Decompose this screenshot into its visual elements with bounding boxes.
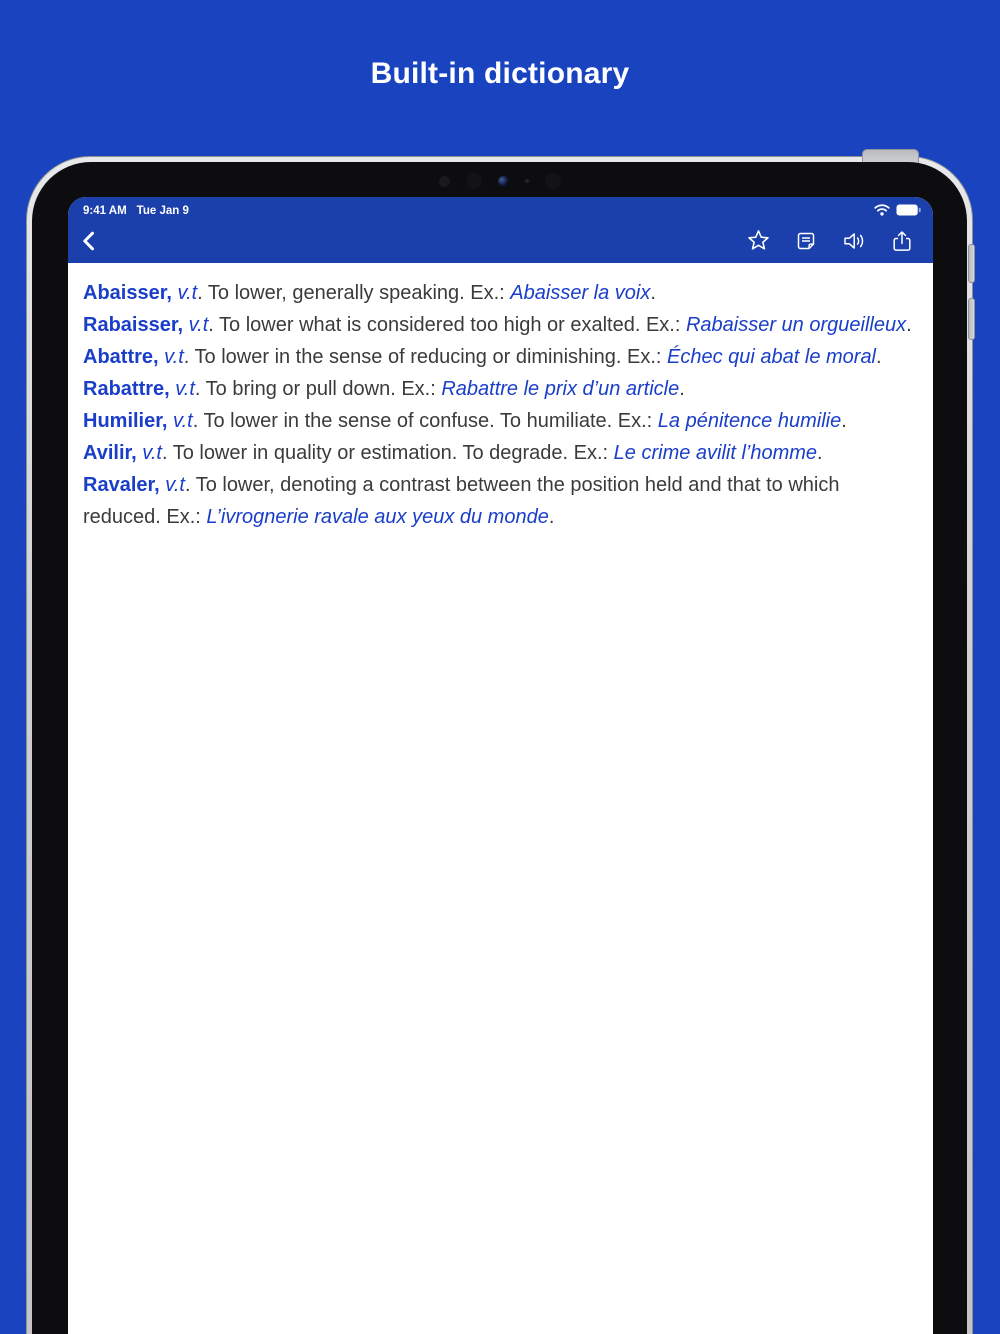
entry-headword: Rabattre, [83,378,170,400]
entry-definition: . To lower in quality or estimation. To degrade. Ex.: [161,442,614,464]
dictionary-entry [83,405,918,437]
entry-example: L’ivrognerie ravale aux yeux du monde [206,506,549,528]
pronounce-button[interactable] [841,229,867,255]
star-icon [746,228,771,256]
entry-headword: Ravaler, [83,474,160,496]
status-time-date [83,205,189,217]
entry-definition: . To lower what is considered too high or exalted. Ex.: [208,314,686,336]
dictionary-entry [83,309,918,341]
chevron-left-icon [78,230,100,255]
dictionary-content [68,263,933,533]
favorite-button[interactable] [745,229,771,255]
entry-end-punctuation: . [841,410,847,432]
entry-headword: Abattre, [83,346,159,368]
entry-part-of-speech: v.t [142,442,162,464]
note-icon [794,229,818,256]
sensor-dot [439,176,450,187]
nav-bar [68,223,933,263]
dictionary-entry [83,277,918,309]
share-icon [890,229,914,256]
entry-end-punctuation: . [679,378,685,400]
dictionary-entry [83,469,918,533]
wifi-icon [874,204,890,219]
device-bezel [32,162,967,1334]
ipad-device [26,156,973,1334]
front-camera-cluster [439,171,561,191]
entry-example: Rabaisser un orgueilleux [685,314,907,336]
entry-list [83,277,918,533]
entry-definition: . To bring or pull down. Ex.: [194,378,442,400]
dictionary-entry [83,341,918,373]
entry-part-of-speech: v.t [165,474,185,496]
dictionary-entry [83,373,918,405]
entry-end-punctuation: . [876,346,882,368]
app-header [68,197,933,263]
entry-headword: Avilir, [83,442,137,464]
entry-end-punctuation: . [906,314,912,336]
share-button[interactable] [889,229,915,255]
entry-definition: . To lower, generally speaking. Ex.: [197,282,511,304]
notes-button[interactable] [793,229,819,255]
sensor-dot [525,179,529,183]
nav-actions [745,229,915,255]
entry-part-of-speech: v.t [177,282,198,304]
sensor-dot [466,173,482,189]
volume-up-button[interactable] [968,244,975,283]
back-button[interactable] [74,227,104,257]
front-camera-icon [498,176,509,187]
entry-example: Abaisser la voix [510,282,651,304]
entry-example: Rabattre le prix d’un article [441,378,680,400]
status-indicators [874,204,921,219]
entry-definition: . To lower in the sense of reducing or diminishing. Ex.: [183,346,667,368]
entry-end-punctuation: . [650,282,656,304]
device-screen [68,197,933,1334]
status-bar [68,197,933,223]
speaker-icon [841,229,867,256]
entry-definition: . To lower in the sense of confuse. To humiliate. Ex.: [192,410,658,432]
entry-example: Échec qui abat le moral [667,346,877,368]
volume-down-button[interactable] [968,298,975,340]
entry-example: La pénitence humilie [657,410,842,432]
entry-headword: Rabaisser, [83,314,184,336]
entry-end-punctuation: . [548,506,555,528]
entry-part-of-speech: v.t [175,378,195,400]
dictionary-entry [83,437,918,469]
entry-part-of-speech: v.t [164,346,184,368]
entry-part-of-speech: v.t [173,410,193,432]
page-title: Built-in dictionary [370,57,630,90]
battery-icon [896,204,921,219]
status-date: Tue Jan 9 [136,205,189,217]
entry-example: Le crime avilit l’homme [613,442,818,464]
entry-end-punctuation: . [817,442,823,464]
entry-part-of-speech: v.t [188,314,209,336]
entry-headword: Humilier, [83,410,168,432]
status-time: 9:41 AM [83,205,127,217]
entry-definition: . To lower, denoting a contrast between the position held and that to which reduced. Ex.: [83,474,840,528]
sensor-dot [545,173,561,189]
entry-headword: Abaisser, [83,282,172,304]
